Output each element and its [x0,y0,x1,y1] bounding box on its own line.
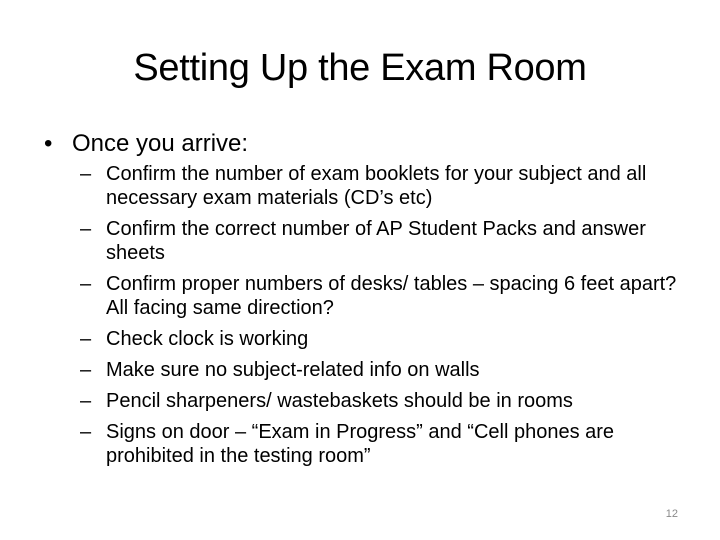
list-item [80,389,690,413]
list-item-text: Confirm the number of exam booklets for your subject and all necessary exam materials (CD’s etc) [106,163,647,209]
list-item-text: Signs on door – “Exam in Progress” and “Cell phones are prohibited in the testing room” [106,421,615,467]
slide-title: Setting Up the Exam Room [133,47,587,89]
list-item [80,358,690,382]
dash-icon: – [80,163,92,185]
dash-icon: – [80,273,92,295]
list-item-text: Confirm the correct number of AP Student Packs and answer sheets [106,218,646,264]
intro-bullet [44,128,248,160]
dash-icon: – [80,359,92,381]
list-item [80,327,690,351]
list-item-text: Check clock is working [106,328,309,350]
page-number: 12 [665,508,678,520]
list-item-text: Pencil sharpeners/ wastebaskets should be in rooms [106,390,573,412]
list-item-text: Confirm proper numbers of desks/ tables – spacing 6 feet apart? All facing same direction? [106,273,677,319]
list-item [80,272,690,320]
bullet-icon: • [44,130,53,157]
list-item [80,420,690,468]
dash-icon: – [80,421,92,443]
list-item [80,217,690,265]
intro-text: Once you arrive: [72,130,249,157]
dash-icon: – [80,218,92,240]
dash-icon: – [80,390,92,412]
dash-icon: – [80,328,92,350]
checklist [80,162,690,475]
list-item [80,162,690,210]
list-item-text: Make sure no subject-related info on walls [106,359,480,381]
